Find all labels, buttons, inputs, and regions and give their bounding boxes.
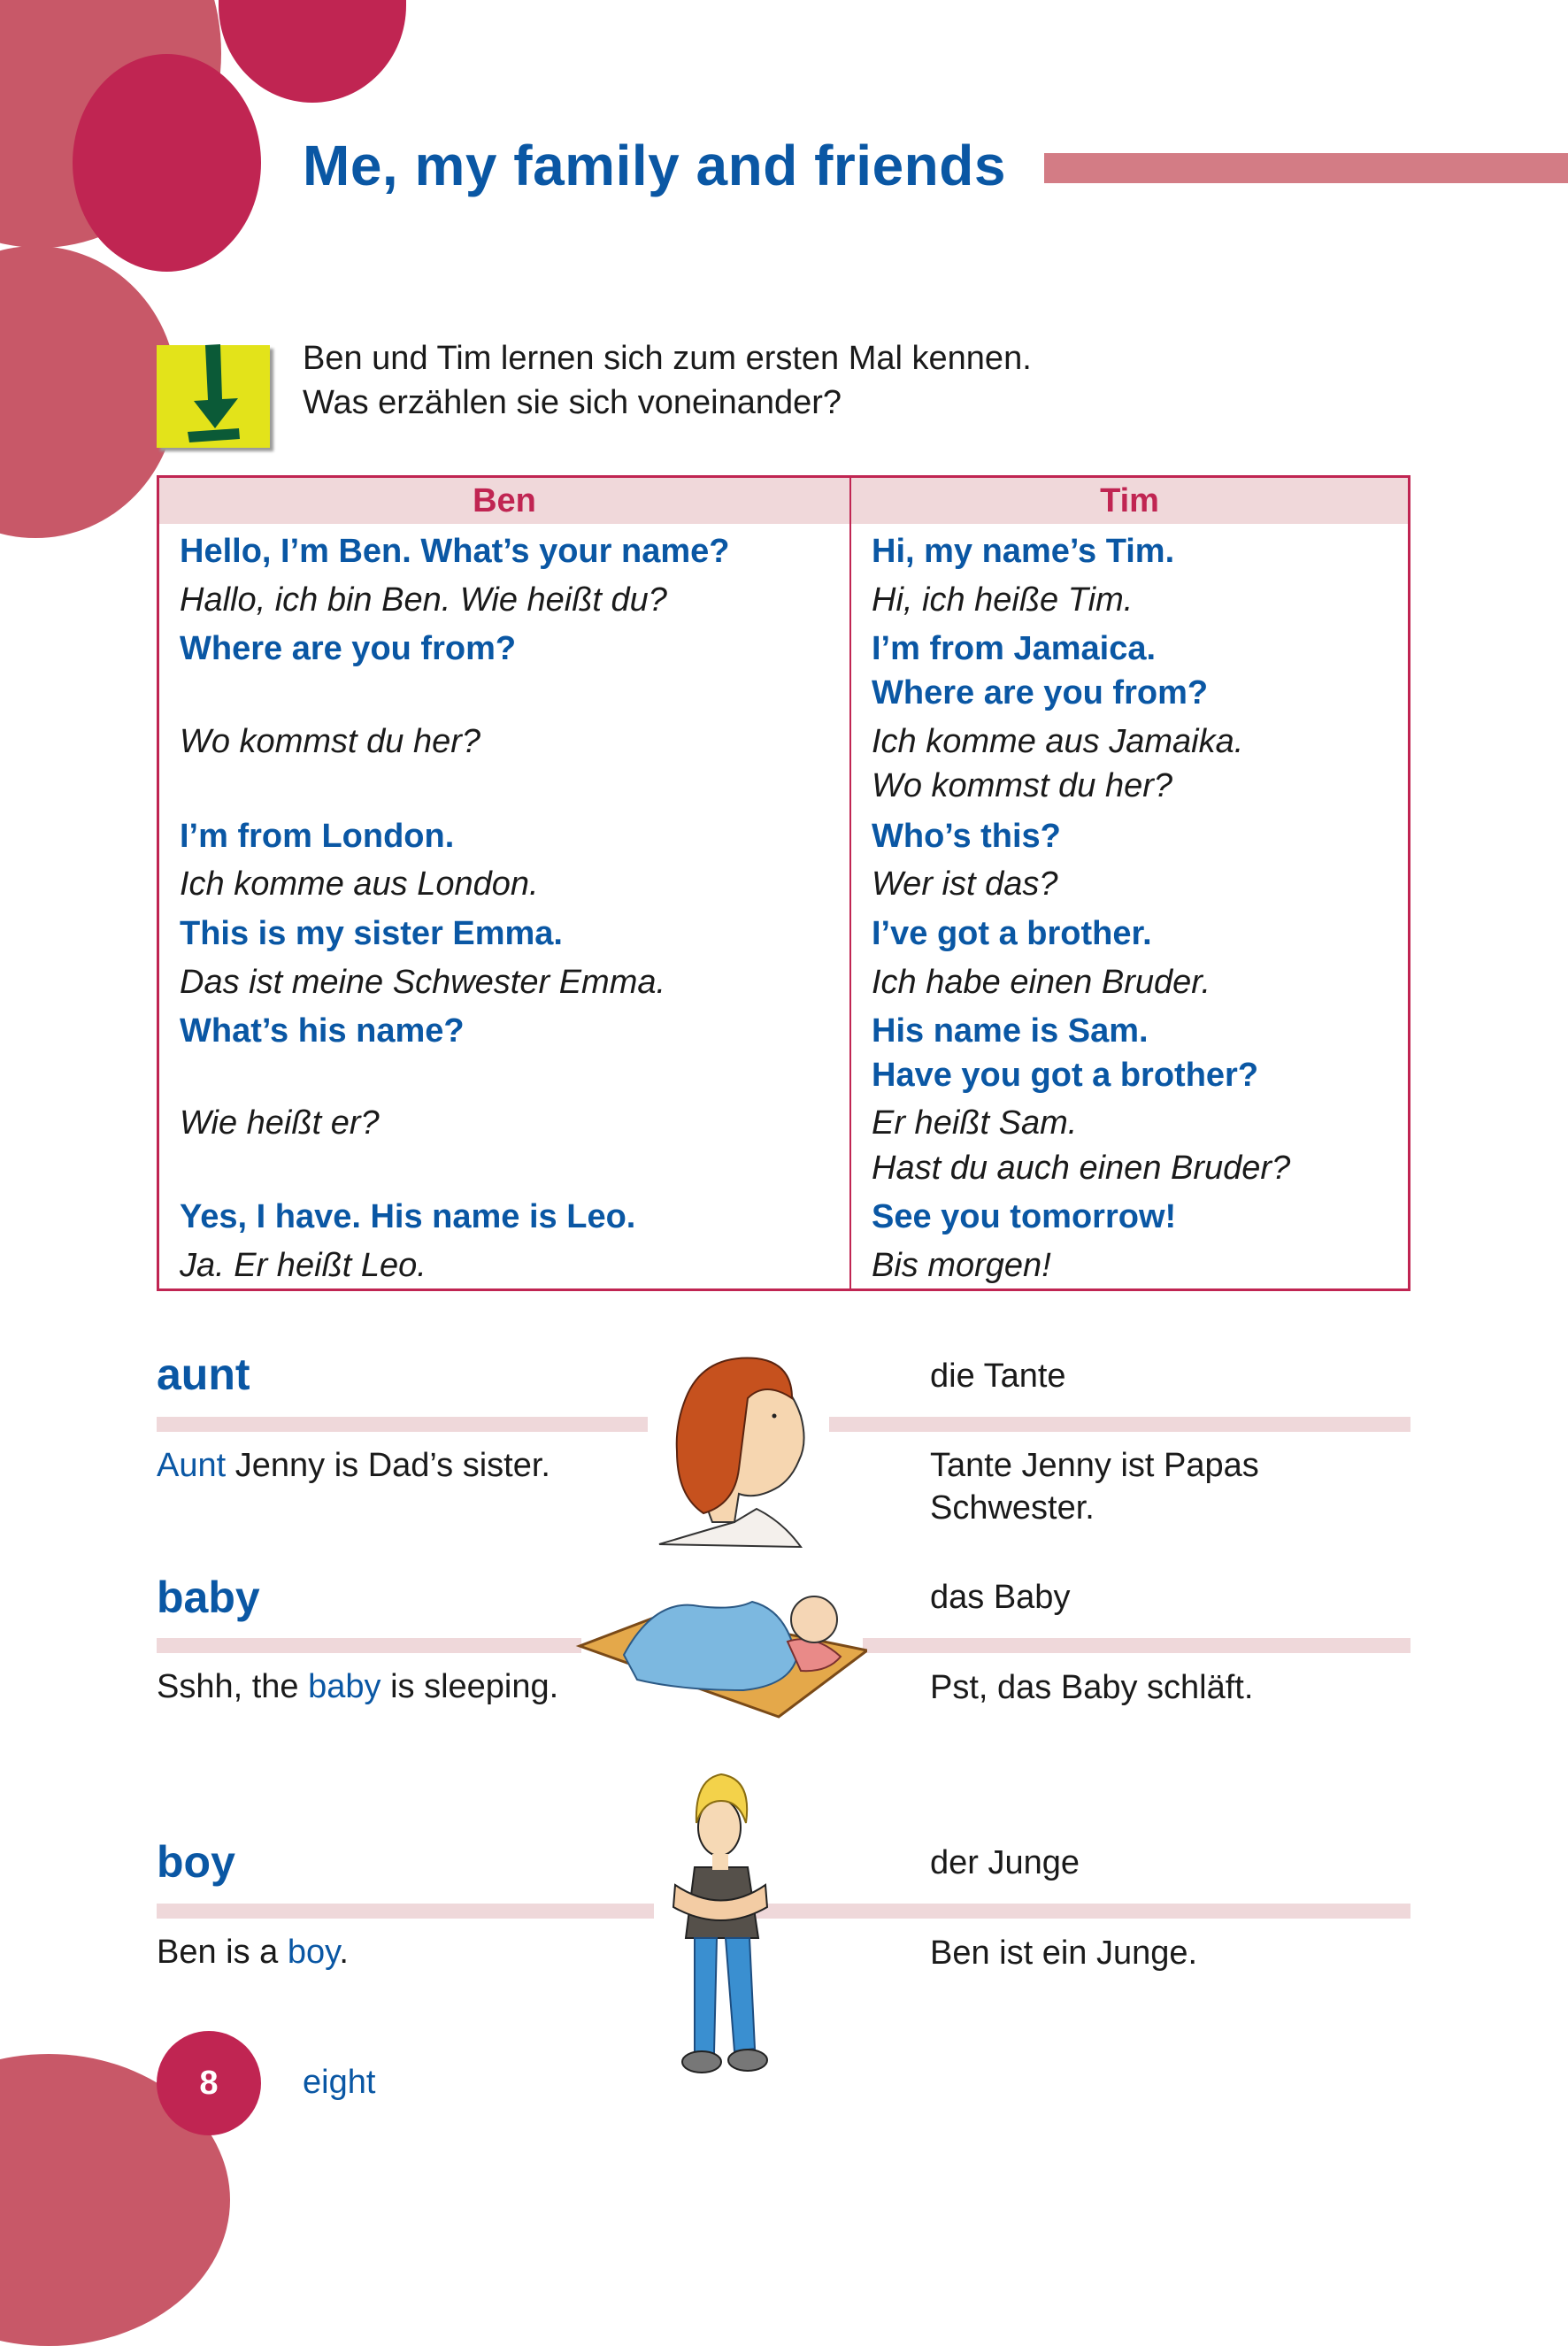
- tim-line: Who’s this?: [872, 818, 1061, 855]
- decor-circle-mid-left: [0, 246, 177, 538]
- tim-line: Wer ist das?: [872, 865, 1058, 903]
- ben-line: Wie heißt er?: [180, 1104, 380, 1142]
- vocab-example-de-boy: [930, 1932, 1355, 1974]
- ben-column: [159, 478, 851, 1288]
- ben-line: What’s his name?: [180, 1012, 465, 1050]
- vocab-example-text: Sshh, the: [157, 1668, 309, 1705]
- vocab-example-de-line: Schwester.: [930, 1489, 1095, 1527]
- vocab-divider: [863, 1638, 1410, 1653]
- vocab-example-text: is sleeping.: [380, 1668, 559, 1705]
- vocab-translation-boy: der Junge: [930, 1844, 1080, 1881]
- tim-column: [851, 478, 1408, 1288]
- ben-column-header: Ben: [159, 478, 849, 524]
- title-underline-bar: [1044, 153, 1568, 183]
- instruction-line-2: Was erzählen sie sich voneinander?: [303, 384, 842, 421]
- page-number-word: eight: [303, 2064, 376, 2101]
- ben-line: Hello, I’m Ben. What’s your name?: [180, 533, 730, 570]
- vocab-example-de-baby: [930, 1666, 1355, 1709]
- tim-line: I’ve got a brother.: [872, 915, 1152, 952]
- page-number-badge: 8: [157, 2031, 261, 2135]
- ben-line: Wo kommst du her?: [180, 723, 480, 760]
- vocab-example-de-aunt: [930, 1444, 1355, 1529]
- vocab-word-aunt: aunt: [157, 1350, 250, 1399]
- instruction-text: [303, 336, 1032, 425]
- ben-line: I’m from London.: [180, 818, 455, 855]
- ben-line: Das ist meine Schwester Emma.: [180, 964, 666, 1001]
- tim-line: Hast du auch einen Bruder?: [872, 1150, 1291, 1187]
- tim-line: His name is Sam.: [872, 1012, 1149, 1050]
- vocab-divider: [157, 1638, 581, 1653]
- tim-line: Er heißt Sam.: [872, 1104, 1078, 1142]
- vocab-example-aunt: [157, 1447, 550, 1485]
- vocab-example-text: Ben is a: [157, 1934, 288, 1971]
- vocab-example-de-line: Ben ist ein Junge.: [930, 1934, 1198, 1972]
- vocab-example-highlight: boy: [287, 1934, 340, 1971]
- vocab-example-de-line: Tante Jenny ist Papas: [930, 1447, 1259, 1484]
- vocab-translation-baby: das Baby: [930, 1579, 1071, 1616]
- vocab-translation-aunt: die Tante: [930, 1358, 1066, 1395]
- vocab-example-text: Jenny is Dad’s sister.: [226, 1447, 550, 1484]
- vocab-example-text: .: [339, 1934, 349, 1971]
- vocab-word-boy: boy: [157, 1837, 235, 1887]
- aunt-illustration: [650, 1345, 827, 1549]
- vocab-example-boy: [157, 1934, 349, 1972]
- ben-line: Where are you from?: [180, 630, 517, 667]
- tim-column-header: Tim: [851, 478, 1408, 524]
- tim-line: Have you got a brother?: [872, 1057, 1259, 1094]
- vocab-divider: [157, 1904, 654, 1919]
- vocab-word-baby: baby: [157, 1573, 260, 1622]
- vocab-example-baby: [157, 1668, 558, 1706]
- dialogue-table: [157, 475, 1410, 1291]
- ben-line: Hallo, ich bin Ben. Wie heißt du?: [180, 581, 667, 619]
- tim-line: Wo kommst du her?: [872, 767, 1172, 804]
- tim-line: Hi, ich heiße Tim.: [872, 581, 1134, 619]
- baby-illustration: [575, 1575, 867, 1726]
- tim-line: Ich habe einen Bruder.: [872, 964, 1211, 1001]
- ben-line: Yes, I have. His name is Leo.: [180, 1198, 636, 1235]
- ben-line: Ja. Er heißt Leo.: [180, 1247, 427, 1284]
- vocab-divider: [752, 1904, 1410, 1919]
- tim-line: Bis morgen!: [872, 1247, 1051, 1284]
- decor-circle-top: [219, 0, 406, 103]
- vocab-example-highlight: Aunt: [157, 1447, 227, 1484]
- vocab-example-de-line: Pst, das Baby schläft.: [930, 1669, 1254, 1706]
- instruction-line-1: Ben und Tim lernen sich zum ersten Mal kennen.: [303, 340, 1032, 377]
- vocab-divider: [157, 1417, 648, 1432]
- tim-line: See you tomorrow!: [872, 1198, 1177, 1235]
- boy-illustration: [633, 1761, 810, 2080]
- vocab-divider: [829, 1417, 1410, 1432]
- ben-line: Ich komme aus London.: [180, 865, 539, 903]
- tim-line: Ich komme aus Jamaika.: [872, 723, 1244, 760]
- download-arrow-icon: [157, 345, 270, 448]
- vocab-example-highlight: baby: [308, 1668, 381, 1705]
- tim-line: I’m from Jamaica.: [872, 630, 1157, 667]
- page-title: Me, my family and friends: [303, 134, 1006, 197]
- decor-circle-title: [73, 54, 261, 272]
- ben-line: This is my sister Emma.: [180, 915, 563, 952]
- tim-line: Hi, my name’s Tim.: [872, 533, 1175, 570]
- tim-line: Where are you from?: [872, 674, 1209, 711]
